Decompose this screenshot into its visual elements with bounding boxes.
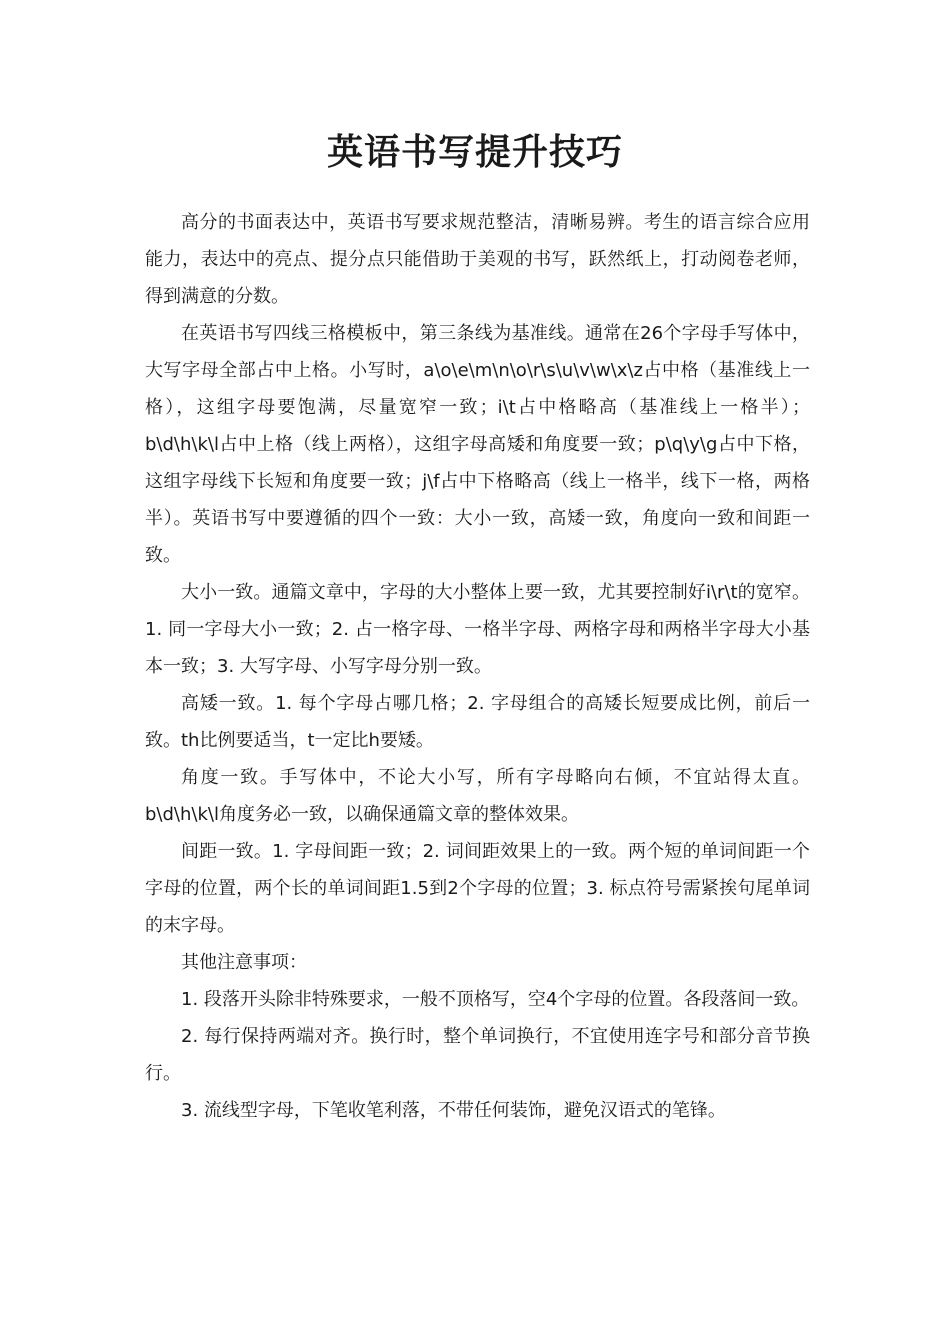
paragraph-size: 大小一致。通篇文章中，字母的大小整体上要一致，尤其要控制好i\r\t的宽窄。1. 同一字母大小一致；2. 占一格字母、一格半字母、两格字母和两格半字母大小基本一致；3. 大写字母、小写字母分别一致。 xyxy=(145,582,810,677)
paragraph-baseline: 在英语书写四线三格模板中，第三条线为基准线。通常在26个字母手写体中，大写字母全部占中上格。小写时，a\o\e\m\n\o\r\s\u\v\w\x\z占中格（基准线上一格），这组字母要饱满，尽量宽窄一致；i\t占中格略高（基准线上一格半）；b\d\h\k\l占中上格（线上两格），这组字母高矮和角度要一致；p\q\y\g占中下格，这组字母线下长短和角度要一致；j\f占中下格略高（线上一格半，线下一格，两格半）。英语书写中要遵循的四个一致：大小一致，高矮一致，角度向一致和间距一致。 xyxy=(145,323,810,566)
paragraph-note-2: 2. 每行保持两端对齐。换行时，整个单词换行，不宜使用连字号和部分音节换行。 xyxy=(145,1026,810,1084)
document-body xyxy=(145,204,810,1129)
paragraph-intro: 高分的书面表达中，英语书写要求规范整洁，清晰易辨。考生的语言综合应用能力，表达中的亮点、提分点只能借助于美观的书写，跃然纸上，打动阅卷老师，得到满意的分数。 xyxy=(145,212,810,307)
document-title: 英语书写提升技巧 xyxy=(326,131,623,173)
paragraph-note-3: 3. 流线型字母，下笔收笔利落，不带任何装饰，避免汉语式的笔锋。 xyxy=(181,1100,726,1121)
paragraph-angle: 角度一致。手写体中，不论大小写，所有字母略向右倾，不宜站得太直。b\d\h\k\l角度务必一致，以确保通篇文章的整体效果。 xyxy=(145,767,810,825)
paragraph-notes-heading: 其他注意事项： xyxy=(181,952,307,973)
paragraph-spacing: 间距一致。1. 字母间距一致；2. 词间距效果上的一致。两个短的单词间距一个字母的位置，两个长的单词间距1.5到2个字母的位置；3. 标点符号需紧挨句尾单词的末字母。 xyxy=(145,841,810,936)
paragraph-note-1: 1. 段落开头除非特殊要求，一般不顶格写，空4个字母的位置。各段落间一致。 xyxy=(181,989,810,1010)
paragraph-height: 高矮一致。1. 每个字母占哪几格；2. 字母组合的高矮长短要成比例，前后一致。th比例要适当，t一定比h要矮。 xyxy=(145,693,810,751)
